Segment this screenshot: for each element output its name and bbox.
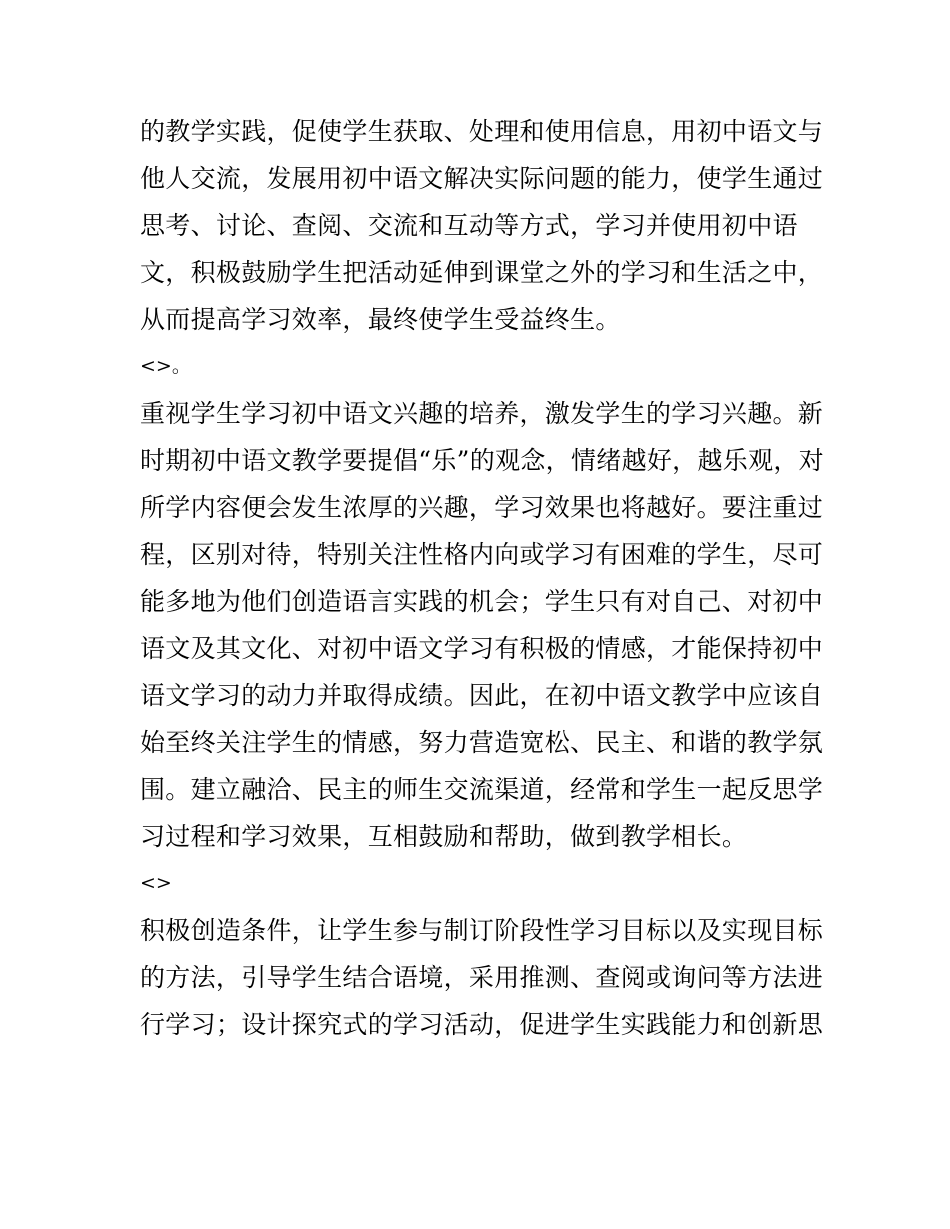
section-marker: <> [140, 872, 172, 894]
section-marker: <>。 [140, 355, 191, 377]
text-line: 行学习；设计探究式的学习活动，促进学生实践能力和创新思 [140, 1010, 824, 1039]
paragraph-3 [140, 907, 824, 1048]
text-line: 从而提高学习效率，最终使学生受益终生。 [140, 305, 621, 334]
text-line: 积极创造条件，让学生参与制订阶段性学习目标以及实现目标 [140, 916, 824, 945]
text-line: 习过程和学习效果，互相鼓励和帮助，做到教学相长。 [140, 822, 748, 851]
text-line: 思考、讨论、查阅、交流和互动等方式，学习并使用初中语 [140, 211, 798, 240]
text-line: 时期初中语文教学要提倡“乐”的观念，情绪越好，越乐观，对 [140, 446, 824, 475]
text-line: 程，区别对待，特别关注性格内向或学习有困难的学生，尽可 [140, 540, 824, 569]
paragraph-2 [140, 390, 824, 860]
text-line: 始至终关注学生的情感，努力营造宽松、民主、和谐的教学氛 [140, 728, 824, 757]
text-line: 所学内容便会发生浓厚的兴趣，学习效果也将越好。要注重过 [140, 493, 824, 522]
text-line: 的教学实践，促使学生获取、处理和使用信息，用初中语文与 [140, 117, 824, 146]
text-line: 能多地为他们创造语言实践的机会；学生只有对自己、对初中 [140, 587, 824, 616]
text-line: 语文学习的动力并取得成绩。因此，在初中语文教学中应该自 [140, 681, 824, 710]
paragraph-1 [140, 108, 824, 343]
text-line: 他人交流，发展用初中语文解决实际问题的能力，使学生通过 [140, 164, 824, 193]
text-line: 文，积极鼓励学生把活动延伸到课堂之外的学习和生活之中， [140, 258, 824, 287]
text-line: 重视学生学习初中语文兴趣的培养，激发学生的学习兴趣。新 [140, 399, 824, 428]
text-line: 语文及其文化、对初中语文学习有积极的情感，才能保持初中 [140, 634, 824, 663]
text-line: 围。建立融洽、民主的师生交流渠道，经常和学生一起反思学 [140, 775, 824, 804]
document-body [140, 108, 824, 1048]
text-line: 的方法，引导学生结合语境，采用推测、查阅或询问等方法进 [140, 963, 824, 992]
